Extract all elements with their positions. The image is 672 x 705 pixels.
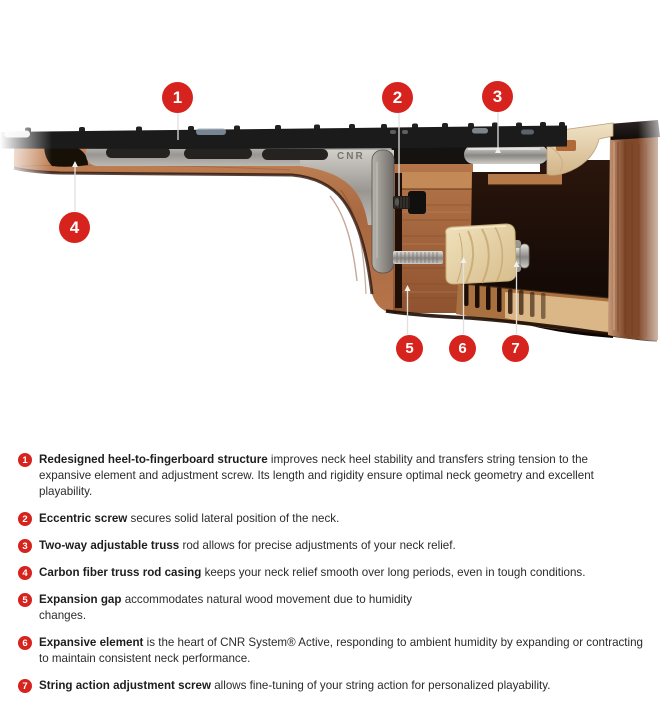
legend-item-2 [18, 511, 658, 527]
legend-bullet-7: 7 [18, 679, 32, 693]
callout-3: 3 [482, 81, 513, 112]
legend-bullet-2: 2 [18, 512, 32, 526]
interior-shelf [488, 174, 562, 185]
plate-engraving-text: CNR [337, 151, 365, 162]
legend-desc-7: allows fine-tuning of your string action for personalized playability. [211, 679, 551, 692]
legend-text-5 [39, 592, 417, 624]
legend-term-2: Eccentric screw [39, 512, 128, 525]
string-action-adjustment-screw [520, 244, 529, 268]
fingerboard [0, 122, 567, 149]
callout-5: 5 [396, 335, 423, 362]
legend-term-1: Redesigned heel-to-fingerboard structure [39, 453, 268, 466]
callout-1: 1 [162, 82, 193, 113]
callout-4: 4 [59, 212, 90, 243]
legend-desc-1: improves neck heel stability and transfers string tension to the expansive element and adjustment screw. Its length and rigidity ensure optimal neck geometry and excellent playability. [39, 453, 594, 498]
legend-term-5: Expansion gap [39, 593, 122, 606]
legend-bullet-4: 4 [18, 566, 32, 580]
legend-term-4: Carbon fiber truss rod casing [39, 566, 202, 579]
legend-text-1 [39, 452, 641, 500]
legend-item-3 [18, 538, 658, 554]
legend-bullet-1: 1 [18, 453, 32, 467]
legend-term-6: Expansive element [39, 636, 144, 649]
legend-desc-3: rod allows for precise adjustments of your neck relief. [179, 539, 456, 552]
legend [18, 452, 658, 705]
legend-bullet-3: 3 [18, 539, 32, 553]
legend-term-3: Two-way adjustable truss [39, 539, 180, 552]
legend-desc-6: is the heart of CNR System® Active, responding to ambient humidity by expanding or contracting to maintain consistent neck performance. [39, 636, 644, 665]
callout-7: 7 [502, 335, 529, 362]
right-fade [638, 100, 672, 362]
legend-text-4 [39, 565, 585, 581]
truss-rod [464, 145, 552, 164]
legend-text-2 [39, 511, 339, 527]
legend-item-6 [18, 635, 658, 667]
callout-6: 6 [449, 335, 476, 362]
legend-bullet-6: 6 [18, 636, 32, 650]
legend-term-7: String action adjustment screw [39, 679, 212, 692]
threaded-rod [393, 251, 443, 264]
legend-text-7 [39, 678, 550, 694]
legend-desc-4: keeps your neck relief smooth over long periods, even in tough conditions. [201, 566, 586, 579]
heel-to-fingerboard-structure [44, 141, 394, 273]
legend-text-6 [39, 635, 653, 667]
legend-item-1 [18, 452, 658, 500]
legend-text-3 [39, 538, 456, 554]
legend-desc-2: secures solid lateral position of the neck. [127, 512, 340, 525]
legend-item-5 [18, 592, 658, 624]
left-fade [0, 105, 52, 210]
legend-bullet-5: 5 [18, 593, 32, 607]
legend-desc-5: accommodates natural wood movement due to humidity changes. [39, 593, 413, 622]
legend-item-7 [18, 678, 658, 694]
callout-2: 2 [382, 82, 413, 113]
legend-item-4 [18, 565, 658, 581]
